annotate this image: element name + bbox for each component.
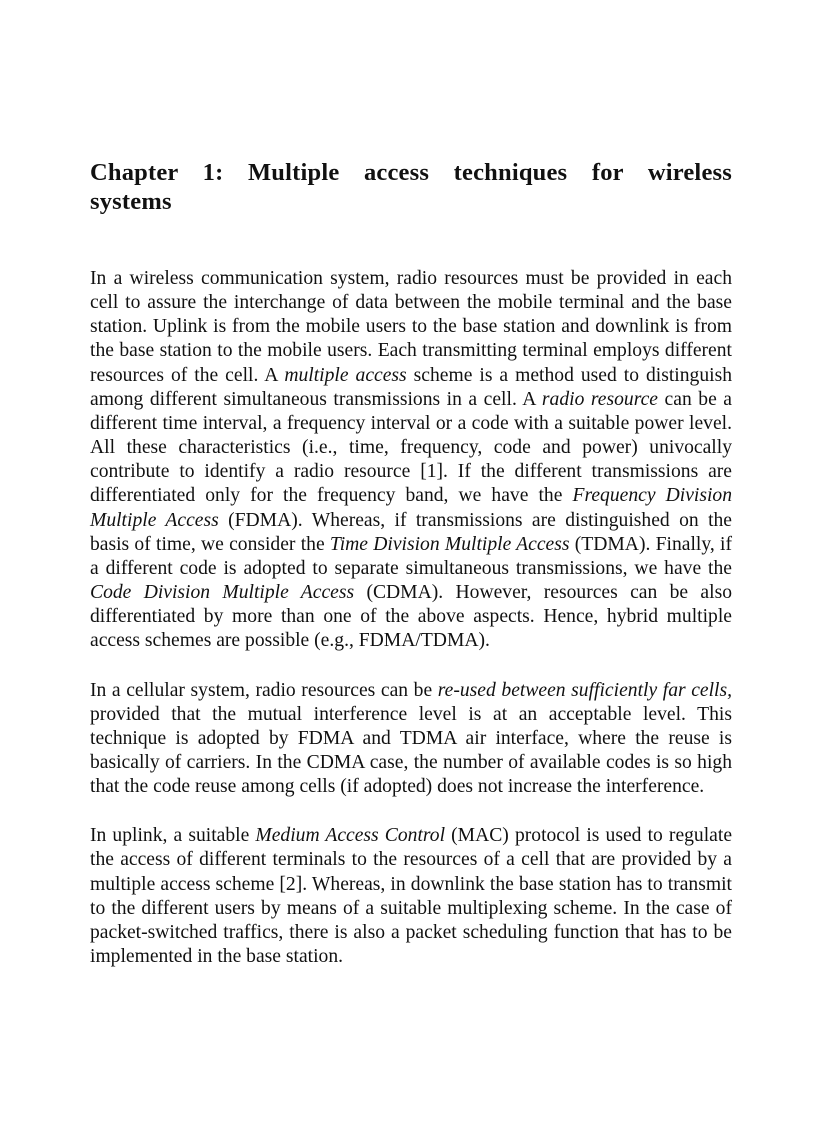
italic-term: Medium Access Control xyxy=(255,825,446,847)
paragraph-mac-protocol xyxy=(90,824,732,969)
paragraph-multiple-access xyxy=(90,267,732,654)
text-run: scheme is a method used to distinguish among different simultaneous transmissions in a cell. A xyxy=(90,364,732,410)
text-run: In uplink, a suitable xyxy=(90,825,256,847)
italic-term: radio resource xyxy=(541,388,659,410)
italic-term: Code Division Multiple Access xyxy=(90,582,355,604)
text-run: In a wireless communication system, radio resources must be provided in each cell to assure the interchange of data between the mobile terminal and the base station. Uplink is from the mobile users to the base station and downlink is from the base station to the mobile users. Each transmitting terminal employs different resources of the cell. A xyxy=(90,268,732,386)
italic-term: re-used between sufficiently far cells, xyxy=(437,679,733,701)
chapter-title: Chapter 1: Multiple access techniques for wireless systems xyxy=(90,159,732,215)
paragraph-resource-reuse xyxy=(90,679,732,800)
document-page xyxy=(90,158,732,994)
text-run: (TDMA). Finally, if a different code is adopted to separate simultaneous transmissions, we have the xyxy=(90,533,732,579)
text-run: In a cellular system, radio resources can be xyxy=(90,679,438,701)
italic-term: Frequency Division Multiple Access xyxy=(90,485,732,531)
text-run: (FDMA). Whereas, if transmissions are distinguished on the basis of time, we consider the xyxy=(90,509,733,555)
italic-term: multiple access xyxy=(284,364,407,386)
text-run: can be a different time interval, a frequency interval or a code with a suitable power level. All these characteristics (i.e., time, frequency, code and power) univocally contribute to identify a radio resource [1]. If the different transmissions are differentiated only for the frequency band, we have the xyxy=(90,388,733,507)
text-run: (MAC) protocol is used to regulate the access of different terminals to the resources of a cell that are provided by a multiple access scheme [2]. Whereas, in downlink the base station has to transmit to the different users by means of a suitable multiplexing scheme. In the case of packet-switched traffics, there is also a packet scheduling function that has to be implemented in the base station. xyxy=(90,825,733,968)
text-run: provided that the mutual interference level is at an acceptable level. This technique is adopted by FDMA and TDMA air interface, where the reuse is basically of carriers. In the CDMA case, the number of available codes is so high that the code reuse among cells (if adopted) does not increase the interference. xyxy=(90,703,732,798)
text-run: (CDMA). However, resources can be also differentiated by more than one of the above aspects. Hence, hybrid multiple access schemes are possible (e.g., FDMA/TDMA). xyxy=(90,582,732,652)
italic-term: Time Division Multiple Access xyxy=(329,533,570,555)
